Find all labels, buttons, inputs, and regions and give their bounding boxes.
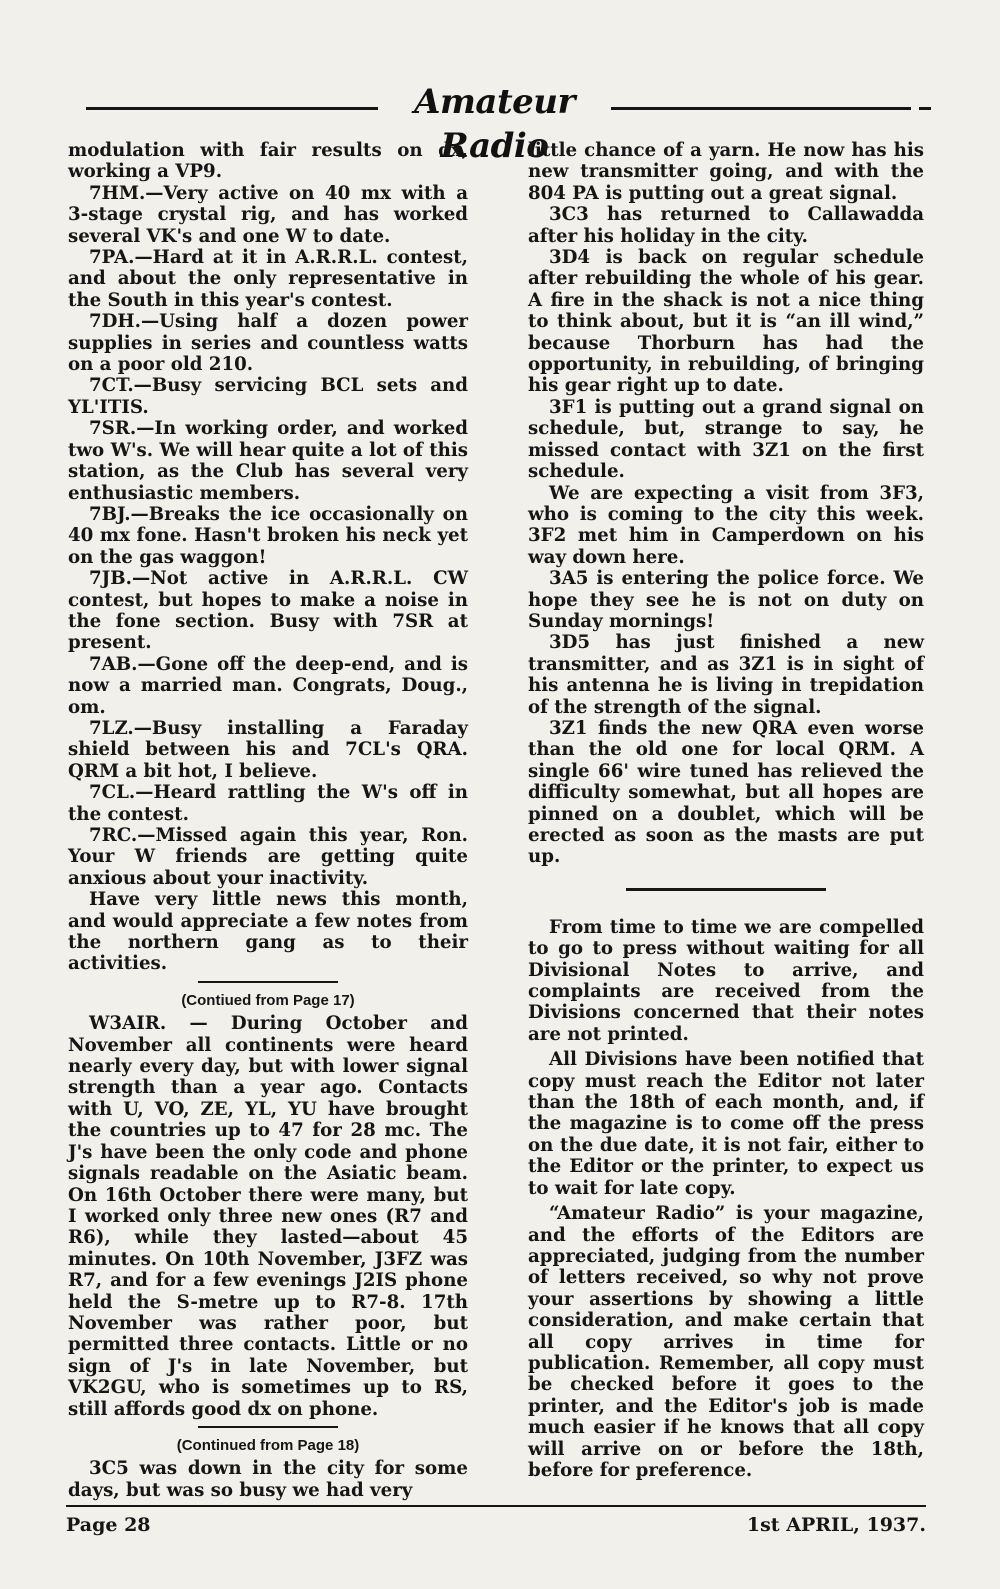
paragraph: 3D4 is back on regular schedule after rebuilding the whole of his gear. A fire in the shack is not a nice thing to think about, but it is “an ill wind,” because Thorburn has had the opportunity, in rebuilding, of bringing his gear right up to date. — [528, 247, 924, 397]
paragraph: 7DH.—Using half a dozen power supplies in series and countless watts on a poor old 210. — [68, 311, 468, 376]
notice-paragraph: “Amateur Radio” is your magazine, and the efforts of the Editors are appreciated, judging from the number of letters received, so why not prove your assertions by showing a little consideration, and make certain that all copy arrives in time for publication. Remember, all copy must be checked before it goes to the printer, and the Editor's job is made much easier if he knows that all copy will arrive on or before the 18th, before for preference. — [528, 1203, 924, 1481]
paragraph: little chance of a yarn. He now has his new transmitter going, and with the 804 PA is putting out a great signal. — [528, 140, 924, 204]
masthead-rule-left — [86, 107, 378, 110]
paragraph: 7HM.—Very active on 40 mx with a 3-stage crystal rig, and has worked several VK's and one W to date. — [68, 182, 468, 247]
section-rule — [626, 888, 826, 891]
paragraph: We are expecting a visit from 3F3, who is coming to the city this week. 3F2 met him in Camperdown on his way down here. — [528, 482, 924, 568]
paragraph: 7RC.—Missed again this year, Ron. Your W friends are getting quite anxious about your inactivity. — [68, 825, 468, 889]
masthead-rule-dash — [919, 107, 931, 110]
paragraph: 3Z1 finds the new QRA even worse than the old one for local QRM. A single 66' wire tuned has relieved the difficulty somewhat, but all hopes are pinned on a doublet, which will be erected as soon as the masts are put up. — [528, 717, 924, 868]
paragraph-w3air: W3AIR. — During October and November all continents were heard nearly every day, but with lower signal strength than a year ago. Contacts with U, VO, ZE, YL, YU have brought the countries up to 47 for 28 mc. The J's have been the only code and phone signals readable on the Asiatic beam. On 16th October there were many, but I worked only three new ones (R7 and R6), while they lasted—about 45 minutes. On 10th November, J3FZ was R7, and for a few evenings J2IS phone held the S-metre up to R7-8. 17th November was rather poor, but permitted three contacts. Little or no sign of J's in late November, but VK2GU, who is sometimes up to RS, still affords good dx on phone. — [68, 1013, 468, 1420]
continued-heading: (Contiued from Page 17) — [181, 991, 355, 1009]
paragraph: modulation with fair results on dx, working a VP9. — [68, 140, 468, 183]
paragraph-3c5: 3C5 was down in the city for some days, but was so busy we had very — [68, 1458, 468, 1501]
masthead-rule-right — [611, 107, 911, 110]
section-rule — [198, 981, 338, 983]
paragraph: 3F1 is putting out a grand signal on schedule, but, strange to say, he missed contact with 3Z1 on the first schedule. — [528, 396, 924, 483]
magazine-title: Amateur Radio — [414, 82, 575, 166]
paragraph: 7LZ.—Busy installing a Faraday shield between his and 7CL's QRA. QRM a bit hot, I believe. — [68, 717, 468, 782]
notice-paragraph: All Divisions have been notified that copy must reach the Editor not later than the 18th of each month, and, if the magazine is to come off the press on the due date, it is not fair, either to the Editor or the printer, to expect us to wait for late copy. — [528, 1049, 924, 1199]
continued-heading: (Continued from Page 18) — [176, 1436, 360, 1454]
notice-paragraph: From time to time we are compelled to go to press without waiting for all Divisional Notes to arrive, and complaints are received from the Divisions concerned that their notes are not printed. — [528, 916, 924, 1045]
paragraph: 3C3 has returned to Callawadda after his holiday in the city. — [528, 204, 924, 247]
right-column — [528, 140, 924, 1481]
paragraph: 3D5 has just finished a new transmitter, and as 3Z1 is in sight of his antenna he is living in trepidation of the strength of the signal. — [528, 632, 924, 718]
section-rule — [198, 1426, 338, 1428]
paragraph: 7CL.—Heard rattling the W's off in the contest. — [68, 782, 468, 825]
paragraph: Have very little news this month, and would appreciate a few notes from the northern gang as to their activities. — [68, 889, 468, 975]
paragraph: 7SR.—In working order, and worked two W's. We will hear quite a lot of this station, as the Club has several very enthusiastic members. — [68, 418, 468, 504]
issue-date: 1st APRIL, 1937. — [746, 1514, 926, 1536]
paragraph: 7PA.—Hard at it in A.R.R.L. contest, and about the only representative in the South in this year's contest. — [68, 247, 468, 311]
paragraph: 7JB.—Not active in A.R.R.L. CW contest, but hopes to make a noise in the fone section. Busy with 7SR at present. — [68, 568, 468, 654]
left-column — [68, 140, 468, 1501]
paragraph: 7BJ.—Breaks the ice occasionally on 40 mx fone. Hasn't broken his neck yet on the gas waggon! — [68, 503, 468, 568]
paragraph: 7CT.—Busy servicing BCL sets and YL'ITIS. — [68, 375, 468, 418]
paragraph: 3A5 is entering the police force. We hope they see he is not on duty on Sunday mornings! — [528, 568, 924, 632]
paragraph: 7AB.—Gone off the deep-end, and is now a married man. Congrats, Doug., om. — [68, 653, 468, 718]
footer-rule — [66, 1505, 926, 1507]
page-number: Page 28 — [66, 1514, 151, 1536]
